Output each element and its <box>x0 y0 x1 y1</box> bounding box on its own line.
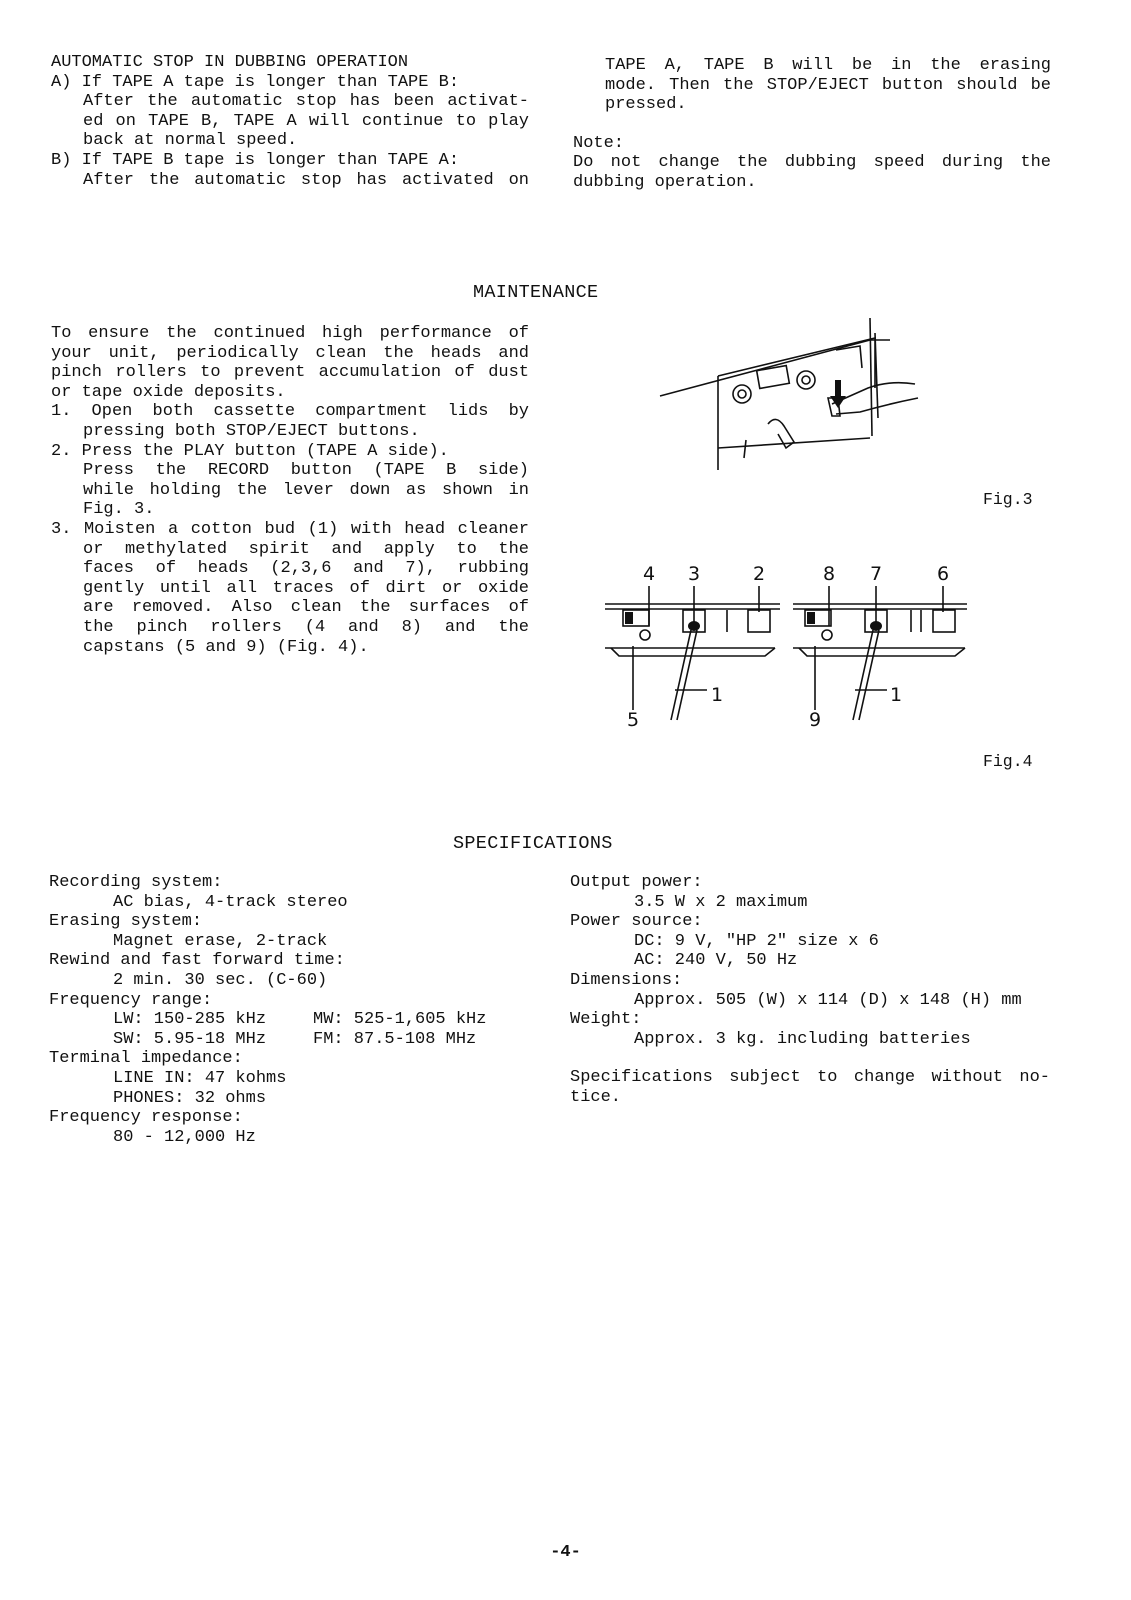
step-3: are removed. Also clean the surfaces of <box>83 598 529 618</box>
spec-label: Erasing system: <box>49 912 203 932</box>
spec-value: Approx. 3 kg. including batteries <box>634 1029 971 1049</box>
spec-value: PHONES: 32 ohms <box>113 1088 267 1108</box>
spec-value: DC: 9 V, "HP 2" size x 6 <box>634 931 879 951</box>
fig4-label: Fig.4 <box>983 752 1033 771</box>
maintenance-heading: MAINTENANCE <box>473 282 599 303</box>
note-text: Do not change the dubbing speed during the <box>573 153 1051 173</box>
spec-notice: tice. <box>570 1087 622 1107</box>
dubbing-title: AUTOMATIC STOP IN DUBBING OPERATION <box>51 53 409 72</box>
step-3: faces of heads (2,3,6 and 7), rubbing <box>83 559 529 579</box>
spec-value: Magnet erase, 2-track <box>113 931 328 951</box>
step-1: 1. Open both cassette compartment lids by <box>51 402 529 422</box>
maintenance-intro: To ensure the continued high performance of <box>51 324 529 343</box>
step-3: or methylated spirit and apply to the <box>83 539 529 559</box>
fig3-illustration <box>660 318 960 488</box>
spec-value: 80 - 12,000 Hz <box>113 1127 256 1147</box>
spec-value: AC: 240 V, 50 Hz <box>634 951 798 971</box>
fig4-illustration <box>605 560 995 740</box>
spec-label: Frequency response: <box>49 1108 243 1128</box>
dubbing-case-b-continued: pressed. <box>605 95 687 115</box>
fig4-number: 2 <box>753 563 766 585</box>
spec-value: 3.5 W x 2 maximum <box>634 892 808 912</box>
spec-value: 2 min. 30 sec. (C-60) <box>113 970 328 990</box>
step-2: Fig. 3. <box>83 500 155 520</box>
dubbing-case-a-text: After the automatic stop has been activat- <box>83 92 529 112</box>
fig4-number: 8 <box>823 563 836 585</box>
dubbing-case-b-text: After the automatic stop has activated on <box>83 170 529 190</box>
dubbing-case-a-text: ed on TAPE B, TAPE A will continue to play <box>83 111 529 131</box>
maintenance-intro: your unit, periodically clean the heads and <box>51 343 529 363</box>
step-3: 3. Moisten a cotton bud (1) with head cleaner <box>51 519 529 539</box>
fig4-number: 5 <box>627 709 640 731</box>
spec-value-row <box>49 1030 519 1050</box>
spec-value-lw: LW: 150-285 kHz <box>113 1010 267 1030</box>
spec-label: Weight: <box>570 1010 642 1030</box>
step-1: pressing both STOP/EJECT buttons. <box>83 421 420 441</box>
spec-label: Power source: <box>570 912 703 932</box>
fig4-number: 6 <box>937 563 950 585</box>
step-3: the pinch rollers (4 and 8) and the <box>83 617 529 637</box>
spec-label: Frequency range: <box>49 990 213 1010</box>
fig4-number: 4 <box>643 563 656 585</box>
maintenance-intro: or tape oxide deposits. <box>51 382 286 402</box>
fig3-label: Fig.3 <box>983 490 1033 509</box>
step-3: capstans (5 and 9) (Fig. 4). <box>83 637 369 657</box>
maintenance-text <box>51 324 529 657</box>
fig4-number: 1 <box>711 684 724 706</box>
spec-label: Output power: <box>570 873 703 892</box>
spec-notice: Specifications subject to change without no- <box>570 1068 1050 1088</box>
note-text: dubbing operation. <box>573 172 757 192</box>
spec-label: Terminal impedance: <box>49 1049 243 1069</box>
spec-value: AC bias, 4-track stereo <box>113 892 348 912</box>
note-label: Note: <box>573 133 625 153</box>
dubbing-case-a-heading: A) If TAPE A tape is longer than TAPE B: <box>51 72 460 92</box>
dubbing-case-b-continued: TAPE A, TAPE B will be in the erasing <box>605 56 1051 75</box>
spec-value-row <box>49 1010 519 1030</box>
fig4-number: 3 <box>688 563 701 585</box>
fig4-number: 7 <box>870 563 883 585</box>
fig4-number: 1 <box>890 684 903 706</box>
step-3: gently until all traces of dirt or oxide <box>83 578 529 598</box>
step-2: 2. Press the PLAY button (TAPE A side). <box>51 441 449 461</box>
specs-left-column <box>49 873 519 1147</box>
spec-value: LINE IN: 47 kohms <box>113 1068 287 1088</box>
spec-value-fm: FM: 87.5-108 MHz <box>313 1029 477 1049</box>
spec-label: Rewind and fast forward time: <box>49 951 345 971</box>
spec-value-sw: SW: 5.95-18 MHz <box>113 1029 267 1049</box>
spec-label: Recording system: <box>49 873 223 892</box>
maintenance-intro: pinch rollers to prevent accumulation of dust <box>51 363 529 383</box>
dubbing-left-column <box>51 53 529 190</box>
fig4-number: 9 <box>809 709 822 731</box>
step-2: Press the RECORD button (TAPE B side) <box>83 461 529 481</box>
spec-value-mw: MW: 525-1,605 kHz <box>313 1010 487 1030</box>
dubbing-right-column <box>573 56 1051 193</box>
page-number: -4- <box>550 1543 581 1562</box>
dubbing-case-b-continued: mode. Then the STOP/EJECT button should be <box>605 75 1051 95</box>
specs-right-column <box>570 873 1050 1108</box>
specifications-heading: SPECIFICATIONS <box>453 833 613 854</box>
dubbing-case-b-heading: B) If TAPE B tape is longer than TAPE A: <box>51 150 460 170</box>
step-2: while holding the lever down as shown in <box>83 480 529 500</box>
dubbing-case-a-text: back at normal speed. <box>83 131 298 151</box>
spec-label: Dimensions: <box>570 970 683 990</box>
spec-value: Approx. 505 (W) x 114 (D) x 148 (H) mm <box>634 990 1022 1010</box>
